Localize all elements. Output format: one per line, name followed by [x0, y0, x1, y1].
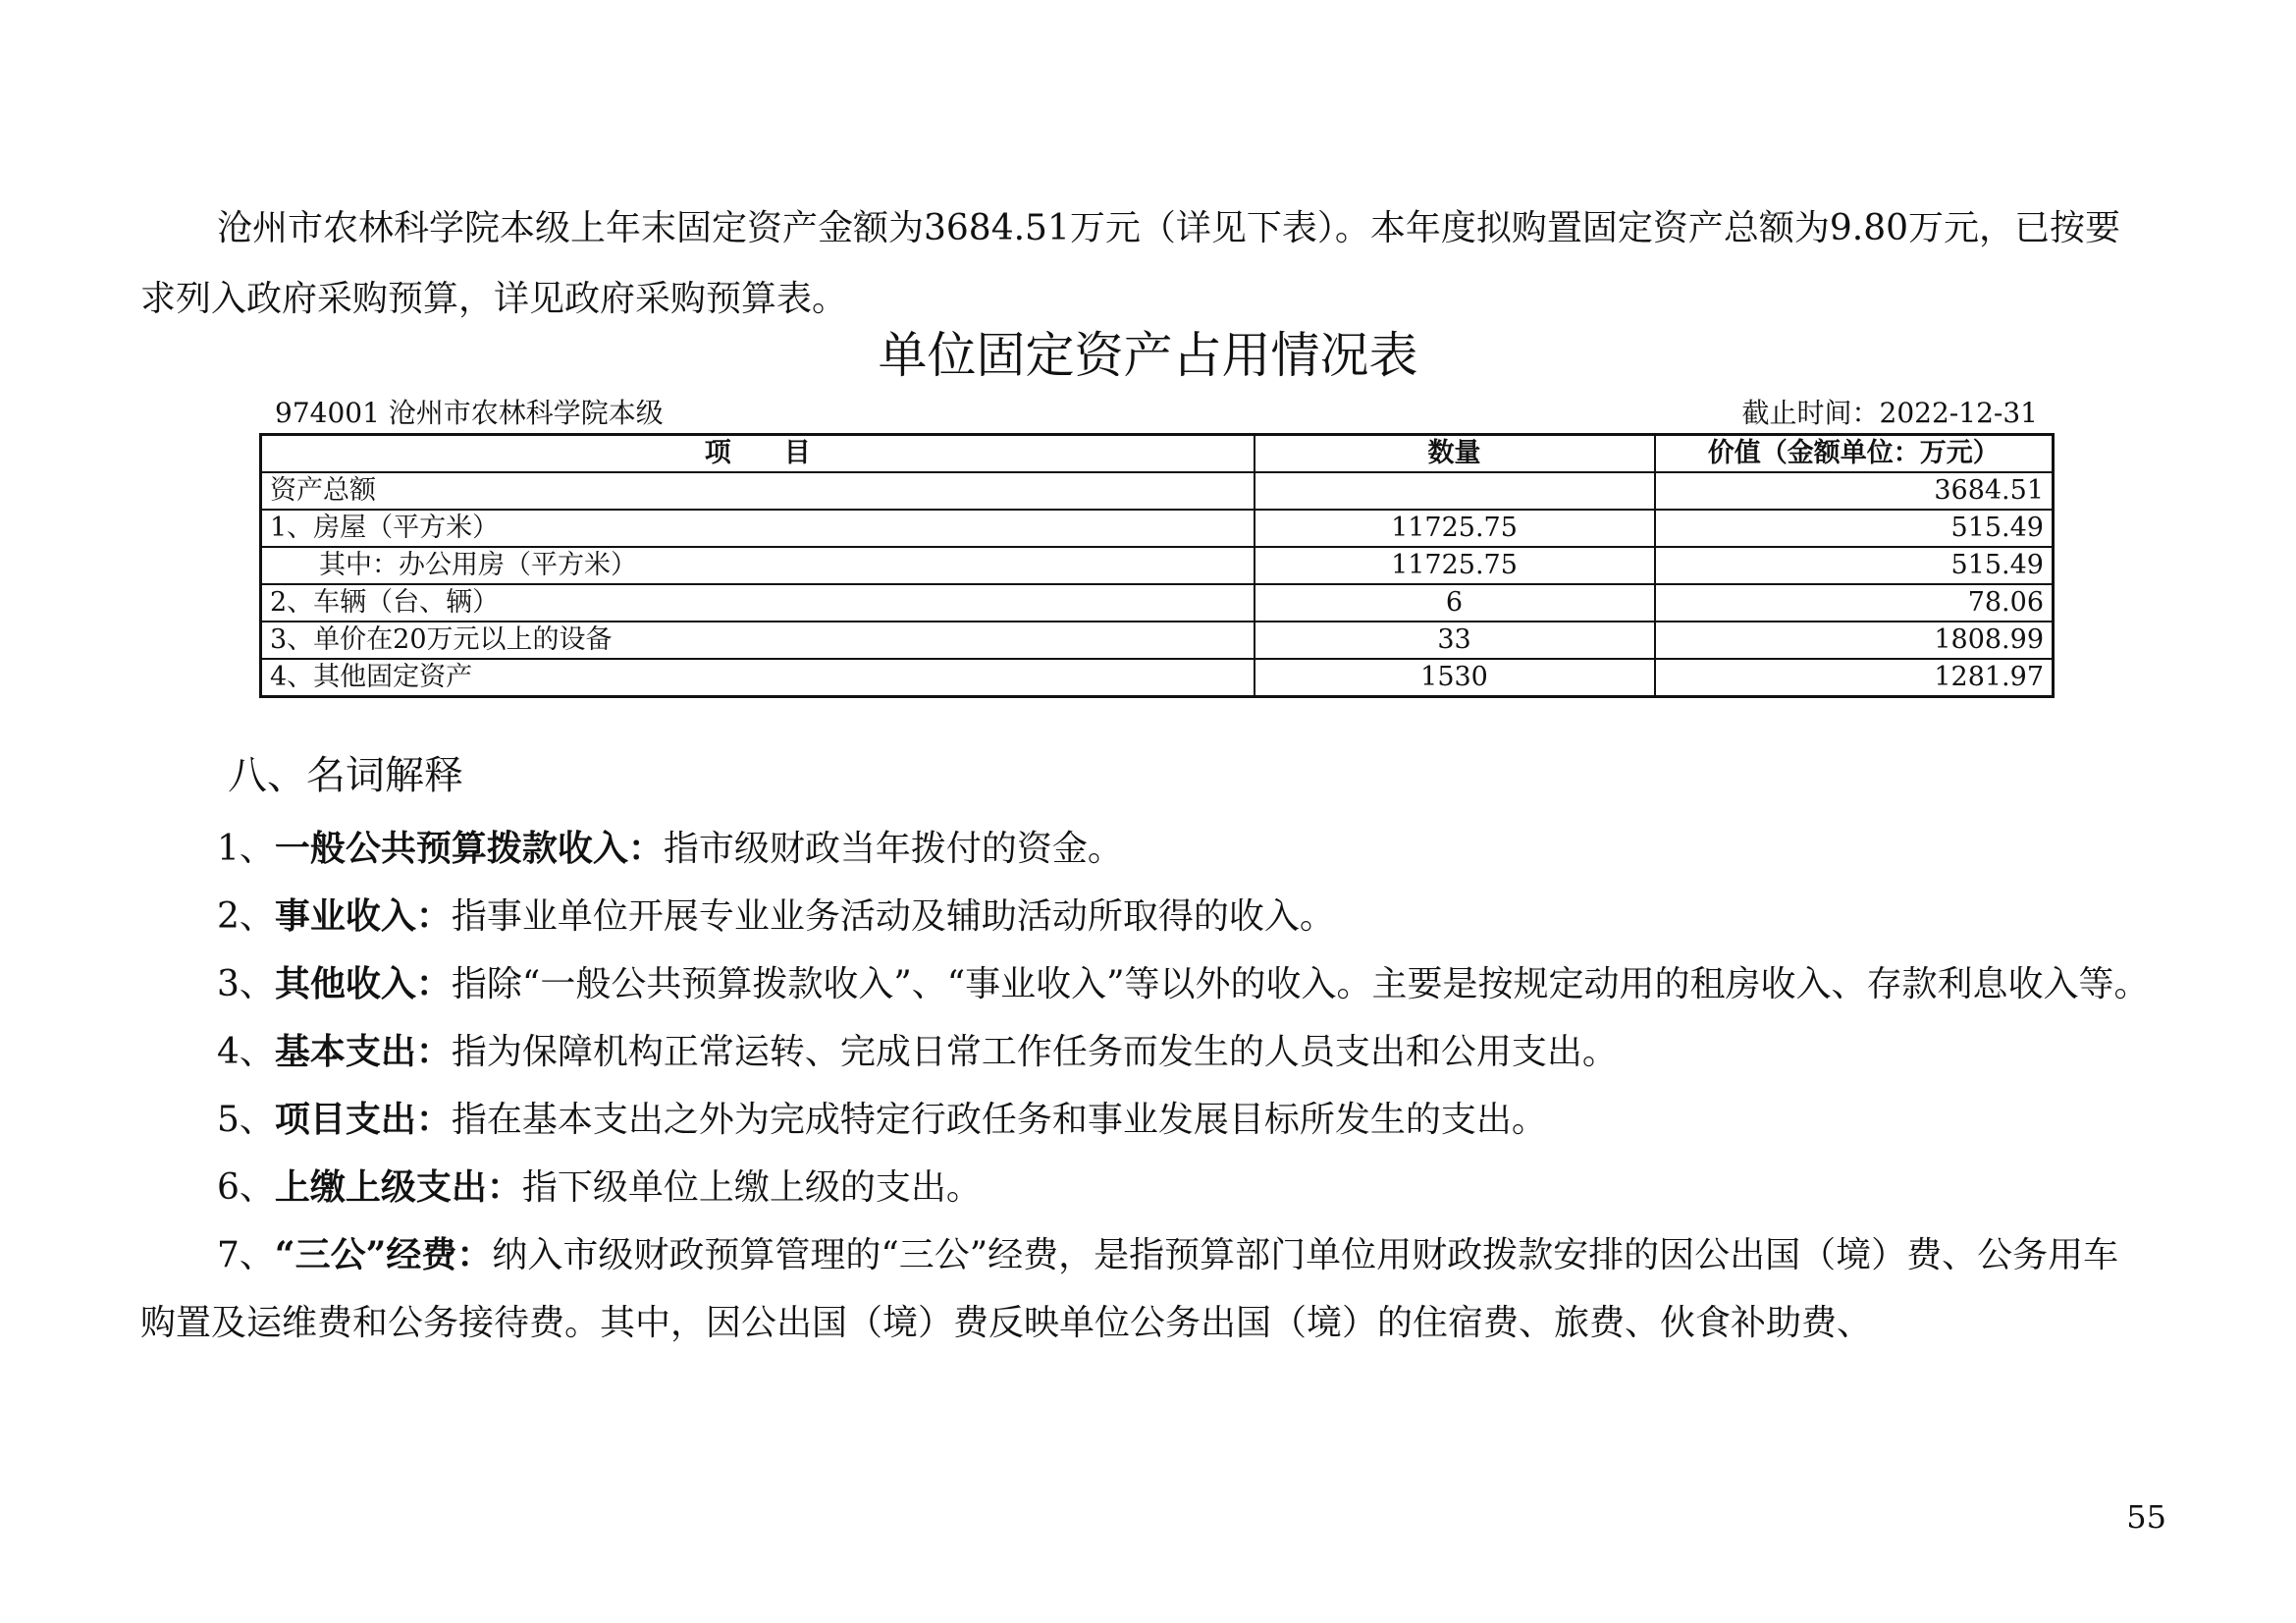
as-of-date: 截止时间：2022-12-31 — [1741, 397, 2038, 429]
row-quantity: 6 — [1255, 584, 1655, 622]
term-definition: 纳入市级财政预算管理的“三公”经费，是指预算部门单位用财政拨款安排的因公出国（境）费、公务用车购置及运维费和公务接待费。其中，因公出国（境）费反映单位公务出国（境）的住宿费、旅费、伙食补助费、 — [140, 1235, 2119, 1343]
term-number: 3、 — [217, 964, 275, 1004]
term-number: 6、 — [217, 1167, 275, 1208]
term-definition: 指下级单位上缴上级的支出。 — [521, 1167, 982, 1208]
row-quantity: 11725.75 — [1255, 547, 1655, 584]
table-row — [261, 659, 2054, 697]
term-definition: 指在基本支出之外为完成特定行政任务和事业发展目标所发生的支出。 — [451, 1100, 1547, 1140]
term-definition: 指市级财政当年拨付的资金。 — [663, 829, 1123, 869]
glossary-item — [140, 1221, 2153, 1357]
term-number: 2、 — [217, 896, 275, 937]
row-quantity — [1255, 472, 1655, 510]
term-name: 上缴上级支出： — [274, 1166, 522, 1208]
row-value: 78.06 — [1655, 584, 2054, 622]
row-quantity: 1530 — [1255, 659, 1655, 697]
term-definition: 指除“一般公共预算拨款收入”、“事业收入”等以外的收入。主要是按规定动用的租房收入、存款利息收入等。 — [451, 964, 2150, 1004]
row-quantity: 11725.75 — [1255, 510, 1655, 547]
row-value: 1281.97 — [1655, 659, 2054, 697]
term-name: 一般公共预算拨款收入： — [274, 828, 664, 869]
glossary-item — [140, 883, 2153, 950]
row-value: 3684.51 — [1655, 472, 2054, 510]
table-row — [261, 622, 2054, 659]
term-number: 5、 — [217, 1100, 275, 1140]
section-heading: 八、名词解释 — [228, 753, 463, 798]
table-title: 单位固定资产占用情况表 — [878, 327, 1418, 384]
term-number: 1、 — [217, 829, 275, 869]
table-row — [261, 547, 2054, 584]
glossary-item — [140, 815, 2153, 883]
intro-paragraph: 沧州市农林科学院本级上年末固定资产金额为3684.51万元（详见下表）。本年度拟购置固定资产总额为9.80万元，已按要求列入政府采购预算，详见政府采购预算表。 — [140, 208, 2121, 319]
row-item: 1、房屋（平方米） — [261, 510, 1255, 547]
table-row — [261, 472, 2054, 510]
row-value: 1808.99 — [1655, 622, 2054, 659]
unit-code-name: 974001 沧州市农林科学院本级 — [275, 397, 664, 429]
row-value: 515.49 — [1655, 510, 2054, 547]
glossary-item — [140, 950, 2153, 1018]
glossary — [140, 815, 2153, 1357]
row-quantity: 33 — [1255, 622, 1655, 659]
term-name: 事业收入： — [274, 895, 452, 937]
row-item: 3、单价在20万元以上的设备 — [261, 622, 1255, 659]
table-row — [261, 584, 2054, 622]
term-definition: 指为保障机构正常运转、完成日常工作任务而发生的人员支出和公用支出。 — [451, 1032, 1618, 1072]
term-name: 其他收入： — [274, 963, 452, 1004]
glossary-item — [140, 1018, 2153, 1086]
row-item: 其中：办公用房（平方米） — [261, 547, 1255, 584]
column-header-item: 项 目 — [261, 435, 1255, 473]
row-item: 资产总额 — [261, 472, 1255, 510]
term-number: 7、 — [217, 1235, 275, 1275]
term-name: “三公”经费： — [274, 1234, 493, 1275]
term-number: 4、 — [217, 1032, 275, 1072]
row-value: 515.49 — [1655, 547, 2054, 584]
term-name: 基本支出： — [274, 1031, 452, 1072]
row-item: 4、其他固定资产 — [261, 659, 1255, 697]
column-header-value: 价值（金额单位：万元） — [1655, 435, 2054, 473]
glossary-item — [140, 1154, 2153, 1221]
row-item: 2、车辆（台、辆） — [261, 584, 1255, 622]
table-row — [261, 510, 2054, 547]
table-header-row — [261, 435, 2054, 473]
term-name: 项目支出： — [274, 1099, 452, 1140]
term-definition: 指事业单位开展专业业务活动及辅助活动所取得的收入。 — [451, 896, 1335, 937]
glossary-item — [140, 1086, 2153, 1154]
fixed-asset-table — [259, 433, 2055, 698]
column-header-quantity: 数量 — [1255, 435, 1655, 473]
page-number: 55 — [2126, 1498, 2166, 1536]
